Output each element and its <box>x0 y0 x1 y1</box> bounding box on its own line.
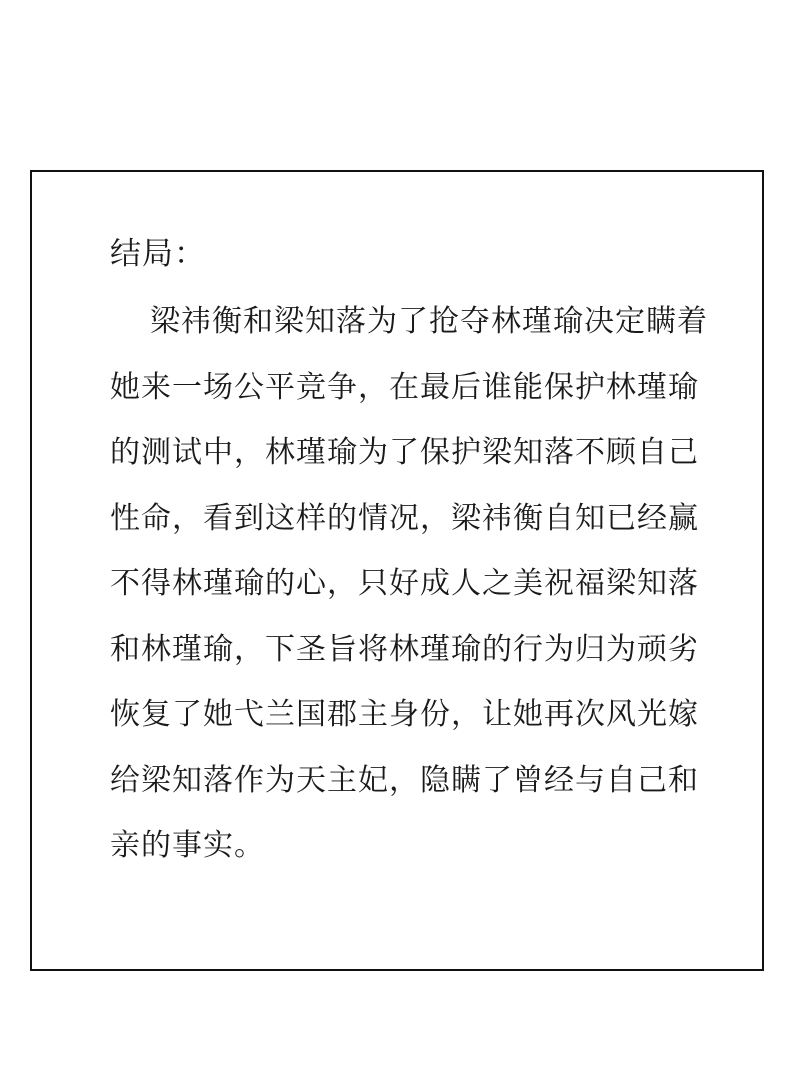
paragraph-line-4: 性命，看到这样的情况，梁祎衡自知已经赢 <box>110 500 699 536</box>
text-panel <box>30 170 764 971</box>
paragraph-line-9: 亲的事实。 <box>110 828 265 863</box>
story-paragraph <box>110 302 710 892</box>
section-heading: 结局： <box>110 236 206 272</box>
paragraph-line-6: 和林瑾瑜，下圣旨将林瑾瑜的行为归为顽劣 <box>110 631 699 667</box>
paragraph-line-3: 的测试中，林瑾瑜为了保护梁知落不顾自己 <box>110 435 699 470</box>
paragraph-line-7: 恢复了她弋兰国郡主身份，让她再次风光嫁 <box>110 697 699 732</box>
paragraph-line-8: 给梁知落作为天主妃，隐瞒了曾经与自己和 <box>110 762 699 798</box>
paragraph-line-2: 她来一场公平竞争，在最后谁能保护林瑾瑜 <box>110 369 699 405</box>
paragraph-line-5: 不得林瑾瑜的心，只好成人之美祝福梁知落 <box>110 566 699 601</box>
paragraph-line-1: 梁祎衡和梁知落为了抢夺林瑾瑜决定瞒着 <box>150 304 708 339</box>
